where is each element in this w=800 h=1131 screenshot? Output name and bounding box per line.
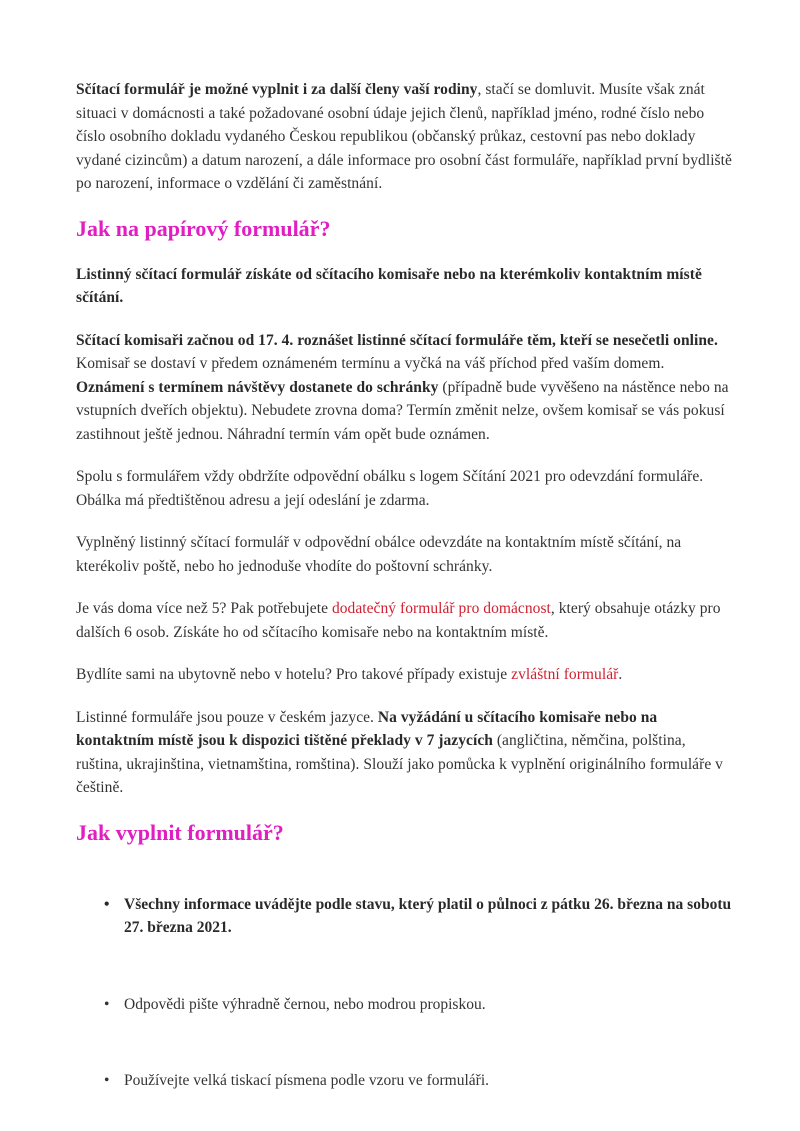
list-item — [76, 893, 736, 940]
intro-bold: Sčítací formulář je možné vyplnit i za další členy vaší rodiny — [76, 81, 478, 98]
notice-bold: Oznámení s termínem návštěvy dostanete do schránky — [76, 378, 439, 396]
list-item-text: Všechny informace uvádějte podle stavu, který platil o půlnoci z pátku 26. března na sobotu 27. března 2021. — [124, 895, 732, 936]
translations-text-post: (angličtina, němčina, polština, ruština, ukrajinština, vietnamština, romština). Slouží jako pomůcka k vyplnění originálního formuláře v češtině. — [76, 732, 723, 796]
bullet-icon: • — [104, 995, 110, 1013]
paragraph-household-form — [76, 597, 736, 644]
heading-paper-form: Jak na papírový formulář? — [76, 215, 331, 241]
translations-text-pre: Listinné formuláře jsou pouze v českém jazyce. — [76, 708, 378, 726]
household-text-post: , který obsahuje otázky pro dalších 6 osob. Získáte ho od sčítacího komisaře nebo na kontaktním místě. — [76, 600, 721, 641]
paragraph-commissioners — [76, 329, 736, 447]
notice-text: (případně bude vyvěšeno na nástěnce nebo na vstupních dveřích objektu). Nebudete zrovna doma? Termín změnit nelze, ovšem komisař se vás pokusí zastihnout ještě jednou. Náhradní termín vám opět bude oznámen. — [76, 378, 729, 443]
intro-text: , stačí se domluvit. Musíte však znát situaci v domácnosti a také požadované osobní údaje jejich členů, například jméno, rodné číslo nebo číslo osobního dokladu vydaného Českou republikou (občanský průkaz, cestovní pas nebo doklady vydané cizincům) a datum narození, a dále informace pro osobní část formuláře, například první bydliště po narození, informace o vzdělání či zaměstnání. — [76, 81, 732, 192]
intro-paragraph — [76, 78, 736, 196]
special-text-pre: Bydlíte sami na ubytovně nebo v hotelu? Pro takové případy existuje — [76, 666, 512, 683]
paragraph-envelope: Spolu s formulářem vždy obdržíte odpovědní obálku s logem Sčítání 2021 pro odevzdání formuláře. Obálka má předtištěnou adresu a její odeslání je zdarma. — [76, 468, 704, 509]
bullet-icon: • — [104, 1072, 110, 1089]
household-form-link[interactable]: dodatečný formulář pro domácnost — [331, 600, 551, 617]
list-item — [76, 1069, 736, 1093]
household-text-pre: Je vás doma více než 5? Pak potřebujete — [76, 600, 332, 617]
special-text-post: . — [618, 666, 623, 683]
instructions-list — [76, 893, 736, 1093]
list-item — [76, 993, 736, 1017]
paragraph-obtain-form — [76, 263, 736, 310]
commissioners-bold: Sčítací komisaři začnou od 17. 4. roznášet listinné sčítací formuláře těm, kteří se nesečetli online. — [76, 331, 718, 349]
special-form-link[interactable]: zvláštní formulář — [511, 666, 619, 683]
heading-fill-form: Jak vyplnit formulář? — [76, 819, 284, 845]
obtain-form-bold: Listinný sčítací formulář získáte od sčítacího komisaře nebo na kterémkoliv kontaktním místě sčítání. — [76, 265, 702, 306]
list-item-text: Odpovědi pište výhradně černou, nebo modrou propiskou. — [124, 995, 486, 1013]
bullet-icon: • — [104, 895, 110, 913]
paragraph-translations — [76, 706, 736, 800]
document-page — [76, 78, 736, 1093]
list-item-text: Používejte velká tiskací písmena podle vzoru ve formuláři. — [124, 1072, 489, 1089]
translations-bold: Na vyžádání u sčítacího komisaře nebo na kontaktním místě jsou k dispozici tištěné překlady v 7 jazycích — [76, 708, 658, 749]
paragraph-submit: Vyplněný listinný sčítací formulář v odpovědní obálce odevzdáte na kontaktním místě sčítání, na kterékoliv poště, nebo ho jednoduše vhodíte do poštovní schránky. — [76, 534, 682, 575]
commissioners-text: Komisař se dostaví v předem oznámeném termínu a vyčká na váš příchod před vaším domem. — [76, 355, 665, 372]
paragraph-special-form — [76, 663, 736, 687]
